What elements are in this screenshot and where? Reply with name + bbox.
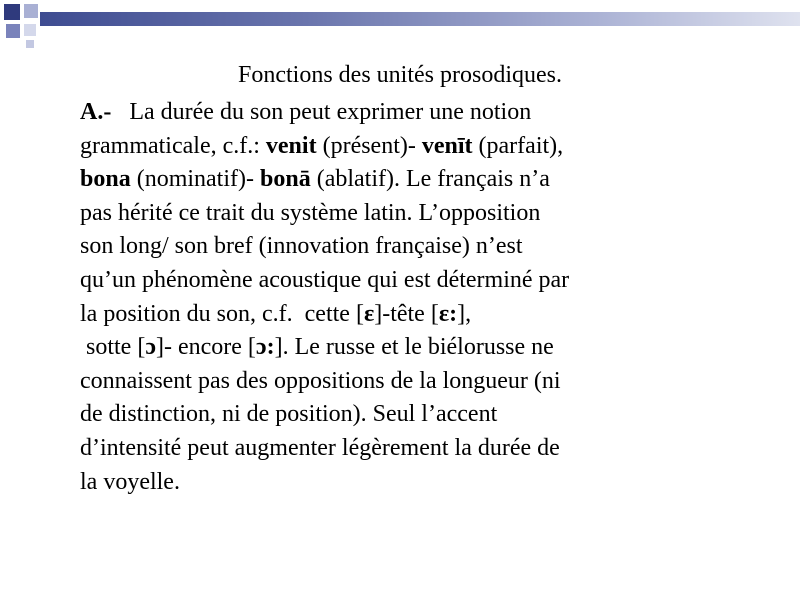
header-decoration-bar (40, 12, 800, 26)
body-line-9: connaissent pas des oppositions de la longueur (ni (80, 367, 561, 394)
body-line-6: qu’un phénomène acoustique qui est déterminé par (80, 266, 570, 293)
body-line-5: son long/ son bref (innovation française) n’est (80, 233, 523, 260)
latin-word: bona (80, 166, 131, 193)
body-line-10: de distinction, ni de position). Seul l’accent (80, 401, 498, 428)
latin-word: bonā (260, 166, 311, 193)
slide-title: Fonctions des unités prosodiques. (238, 62, 562, 88)
latin-word: venit (265, 132, 317, 159)
phonetic-symbol: ɔ (145, 334, 156, 361)
body-line-8: sotte [ɔ]- encore [ɔ:]. Le russe et le biélorusse ne (80, 334, 554, 361)
decor-square-icon (24, 24, 36, 36)
phonetic-symbol: ɔ: (255, 334, 275, 361)
decor-square-icon (24, 4, 38, 18)
body-line-12: la voyelle. (80, 468, 180, 495)
decor-square-icon (26, 40, 34, 48)
body-line-2: grammaticale, c.f.: venit (présent)- venīt (parfait), (80, 132, 564, 159)
phonetic-symbol: ε (363, 300, 375, 327)
body-line-11: d’intensité peut augmenter légèrement la durée de (80, 434, 560, 461)
body-line-1: A.- La durée du son peut exprimer une notion (80, 99, 532, 125)
slide-body (80, 96, 720, 499)
body-line-4: pas hérité ce trait du système latin. L’opposition (80, 199, 541, 226)
phonetic-symbol: ε: (438, 300, 458, 327)
body-line-7: la position du son, c.f. cette [ε]-tête [ε:], (80, 300, 472, 327)
section-marker: A.- (80, 99, 112, 125)
body-line-3: bona (nominatif)- bonā (ablatif). Le français n’a (80, 166, 550, 193)
latin-word: venīt (421, 132, 473, 159)
decor-square-icon (4, 4, 20, 20)
decor-square-icon (6, 24, 20, 38)
